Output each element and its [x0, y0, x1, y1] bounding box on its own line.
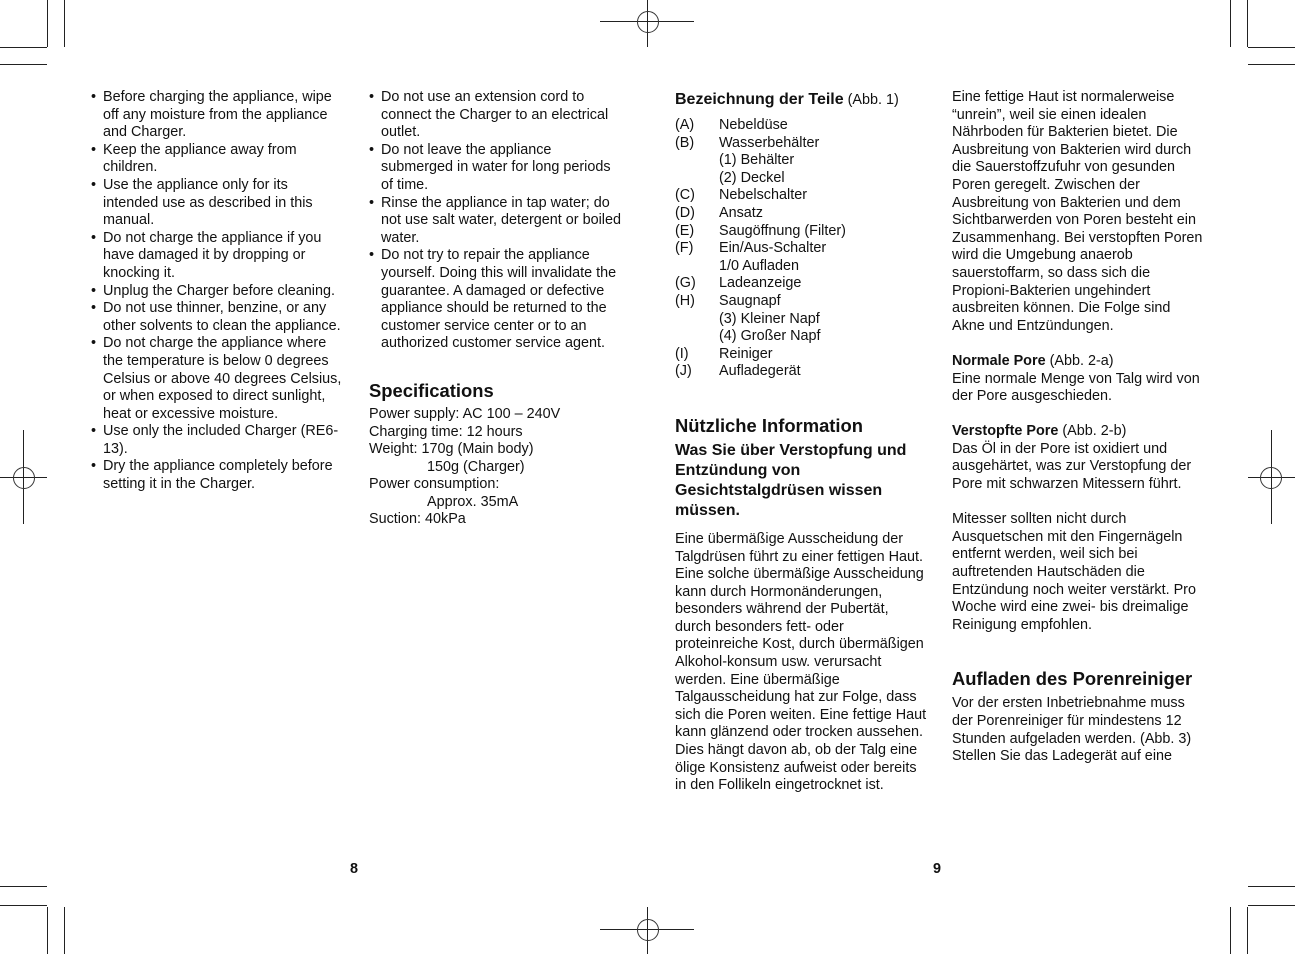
part-letter: [675, 328, 719, 346]
parts-heading: [675, 89, 927, 111]
info-heading: Nützliche Information: [675, 414, 863, 436]
part-letter: [675, 258, 719, 276]
page-number-left: 8: [350, 861, 359, 877]
spec-suction: Suction: 40kPa: [369, 511, 466, 528]
part-letter: (E): [675, 222, 695, 239]
charging-body-1: Vor der ersten Inbetriebnahme muss der Porenreiniger für mindestens 12 Stunden aufgeladen werden. (Abb. 3): [952, 695, 1192, 747]
blackheads-paragraph: Mitesser sollten nicht durch Ausquetschen mit den Fingernägeln entfernt werden, weil sich bei auftretenden Hautschäden die Entzündung noch weiter verstärkt. Pro Woche wird eine zwei- bis dreimalige Reinigung empfohlen.: [952, 511, 1196, 633]
bullet-item: • Do not use an extension cord to connect the Charger to an electrical outlet.: [369, 89, 623, 142]
bullet-item: • Do not leave the appliance submerged in water for long periods of time.: [369, 142, 623, 195]
safety-bullets-b: [369, 89, 623, 353]
right-page-column-4: [952, 89, 1206, 766]
part-label: Nebelschalter: [719, 187, 807, 204]
part-label: Saugnapf: [719, 292, 781, 309]
charging-body-2: Stellen Sie das Ladegerät auf eine: [952, 748, 1173, 765]
normal-pore-title: Normale Pore: [952, 352, 1046, 369]
bullet-item: • Do not use thinner, benzine, or any other solvents to clean the appliance.: [91, 300, 346, 335]
part-label: Aufladegerät: [719, 363, 801, 380]
bullet-item: • Do not charge the appliance if you have damaged it by dropping or knocking it.: [91, 230, 346, 283]
bullet-item: • Use only the included Charger (RE6-13).: [91, 423, 346, 458]
parts-title: Bezeichnung der Teile: [675, 91, 844, 108]
spec-weight-main: Weight: 170g (Main body): [369, 441, 534, 458]
left-page-column-2: [369, 89, 623, 529]
bullet-item: • Rinse the appliance in tap water; do not use salt water, detergent or boiled water.: [369, 195, 623, 248]
info-subheading: Was Sie über Verstopfung und Entzündung von Gesichtstalgdrüsen wissen müssen.: [675, 441, 907, 519]
charging-heading: Aufladen des Porenreiniger: [952, 668, 1193, 690]
info-body: Eine übermäßige Ausscheidung der Talgdrüsen führt zu einer fettigen Haut. Eine solche übermäßige Ausscheidung kann durch Hormonänderungen, besonders während der Pubertät, durch besonders fett- oder proteinreiche Kost, durch übermäßigen Alkohol-konsum usw. verursacht werden. Eine übermäßige Talgausscheidung hat zur Folge, dass sich die Poren weiten. Eine fettige Haut kann glänzend oder trocken aussehen. Dies hängt davon ab, ob der Talg eine ölige Konsistenz aufweist oder bereits in den Follikeln eingetrocknet ist.: [675, 530, 927, 794]
left-page-column-1: [91, 89, 346, 494]
part-label: Ein/Aus-Schalter: [719, 240, 827, 257]
blocked-pore-heading: [952, 423, 1206, 441]
part-label: (2) Deckel: [719, 169, 785, 186]
part-letter: [675, 152, 719, 170]
part-label: Nebeldüse: [719, 117, 788, 133]
bullet-item: • Keep the appliance away from children.: [91, 142, 346, 177]
part-letter: (C): [675, 187, 695, 204]
part-label: (3) Kleiner Napf: [719, 310, 820, 327]
parts-title-ref: (Abb. 1): [847, 92, 899, 108]
part-letter: (F): [675, 240, 694, 257]
bullet-item: • Do not try to repair the appliance yourself. Doing this will invalidate the guarantee. A damaged or defective appliance should be returned to the customer service center or to an authorized customer service agent.: [369, 247, 623, 353]
part-letter: [675, 170, 719, 188]
spec-power-consumption-label: Power consumption:: [369, 476, 500, 493]
part-label: (1) Behälter: [719, 152, 795, 169]
blocked-pore-body: Das Öl in der Pore ist oxidiert und ausgehärtet, was zur Verstopfung der Pore mit schwarzen Mitessern führt.: [952, 440, 1192, 493]
part-label: Saugöffnung (Filter): [719, 222, 846, 239]
part-letter: (B): [675, 134, 695, 151]
part-letter: (D): [675, 204, 695, 221]
bullet-item: • Dry the appliance completely before setting it in the Charger.: [91, 458, 346, 493]
bullet-item: • Unplug the Charger before cleaning.: [91, 283, 346, 301]
part-letter: (J): [675, 363, 692, 380]
oily-skin-paragraph: Eine fettige Haut ist normalerweise “unrein”, weil sie einen idealen Nährboden für Bakterien bietet. Die Ausbreitung von Bakterien wird durch die Sauerstoffzufuhr von gesunden Poren geregelt. Zwischen der Ausbreitung von Bakterien und dem Sichtbarwerden von Poren besteht ein Zusammenhang. Bei verstopften Poren wird die Umgebung anaerob sauerstoffarm, so dass sich die Propioni-Bakterien ungehindert ausbreiten können. Die Folge sind Akne und Entzündungen.: [952, 89, 1203, 334]
part-label: 1/0 Aufladen: [719, 257, 800, 274]
parts-list: [675, 117, 927, 381]
normal-pore-body: Eine normale Menge von Talg wird von der Pore ausgeschieden.: [952, 370, 1200, 405]
normal-pore-ref: (Abb. 2-a): [1049, 352, 1114, 369]
spec-charging-time: Charging time: 12 hours: [369, 423, 523, 440]
part-label: Reiniger: [719, 345, 773, 362]
page-number-right: 9: [933, 861, 942, 877]
bullet-item: • Do not charge the appliance where the temperature is below 0 degrees Celsius or above 40 degrees Celsius, or when exposed to direct sunlight, heat or excessive moisture.: [91, 335, 346, 423]
part-letter: (G): [675, 275, 696, 292]
spec-power-consumption-value: Approx. 35mA: [427, 493, 519, 510]
right-page-column-3: [675, 89, 927, 795]
blocked-pore-ref: (Abb. 2-b): [1062, 423, 1127, 440]
part-label: Ansatz: [719, 204, 763, 221]
part-letter: (I): [675, 345, 689, 362]
part-letter: [675, 311, 719, 329]
part-label: (4) Großer Napf: [719, 328, 821, 345]
part-label: Wasserbehälter: [719, 134, 820, 151]
blocked-pore-title: Verstopfte Pore: [952, 423, 1059, 440]
bullet-item: • Before charging the appliance, wipe off any moisture from the appliance and Charger.: [91, 89, 346, 142]
part-label: Ladeanzeige: [719, 275, 802, 292]
spec-power-supply: Power supply: AC 100 – 240V: [369, 405, 561, 422]
bullet-item: • Use the appliance only for its intended use as described in this manual.: [91, 177, 346, 230]
part-letter: (A): [675, 117, 695, 133]
spec-weight-charger: 150g (Charger): [427, 458, 525, 475]
normal-pore-heading: [952, 353, 1206, 371]
specifications-heading: Specifications: [369, 379, 494, 401]
part-letter: (H): [675, 292, 695, 309]
safety-bullets-a: [91, 89, 346, 494]
